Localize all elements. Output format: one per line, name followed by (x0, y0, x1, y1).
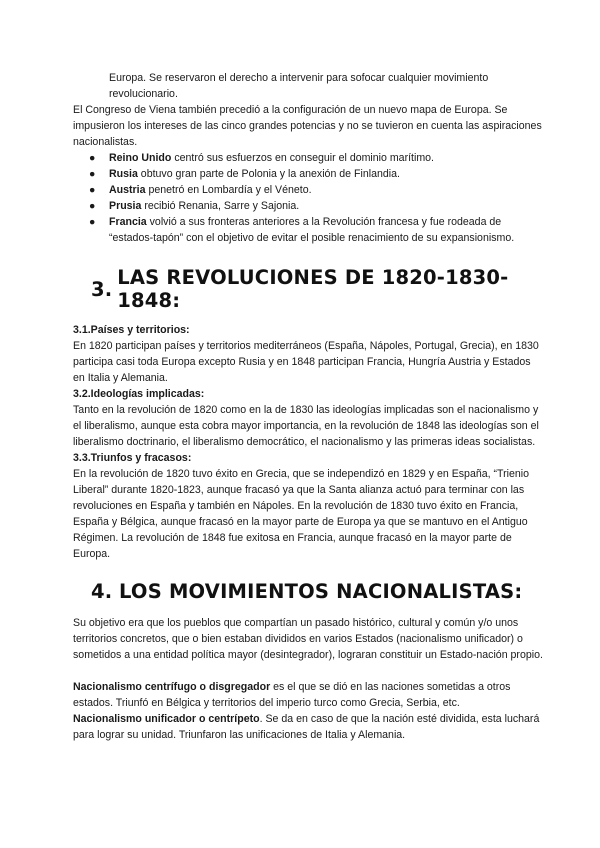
subsection-3-1-text: En 1820 participan países y territorios mediterráneos (España, Nápoles, Portugal, Grecia), en 1830 participa casi toda Europa excepto Rusia y en 1848 participan Francia, Hungría Austria y Estados en Italia y Alemania. (73, 340, 539, 384)
section-number: 4. (91, 580, 113, 603)
subsection-3-2-title: 3.2.Ideologías implicadas: (73, 388, 205, 400)
subsection-3-1-title: 3.1.Países y territorios: (73, 324, 190, 336)
powers-list (73, 150, 543, 246)
bullet-icon: ● (89, 200, 96, 212)
list-item: ● Rusia obtuvo gran parte de Polonia y la anexión de Finlandia. (89, 168, 400, 180)
subsection-3-2-text: Tanto en la revolución de 1820 como en la de 1830 las ideologías implicadas son el nacionalismo y el liberalismo, aunque esta cobra mayor importancia, en la revolución de 1848 las ideologías son el liberalismo doctrinario, el liberalismo democrático, el nacionalismo y las primeras ideas socialistas. (73, 404, 539, 448)
list-item: ● Prusia recibió Renania, Sarre y Sajonia. (89, 200, 300, 212)
bullet-icon: ● (89, 216, 96, 228)
bullet-icon: ● (89, 168, 96, 180)
subsection-3-3-title: 3.3.Triunfos y fracasos: (73, 452, 192, 464)
section-number: 3. (91, 277, 113, 301)
subsection-3-3-text: En la revolución de 1820 tuvo éxito en Grecia, que se independizó en 1829 y en España, “Trienio Liberal” durante 1820-1823, aunque fracasó ya que la Santa alianza actuó para terminar con las revoluciones en España y también en Nápoles. En la revolución de 1830 tuvo éxito en Francia, España y Bélgica, aunque fracasó en la mayor parte de Europa ya que se mantuvo en el Antiguo Régimen. La revolución de 1848 fue exitosa en Francia, aunque fracasó en la mayor parte de Europa. (73, 468, 530, 560)
unificador-paragraph: Nacionalismo unificador o centrípeto. Se da en caso de que la nación esté dividida, esta luchará para lograr su unidad. Triunfaron las unificaciones de Italia y Alemania. (73, 713, 540, 741)
section-title: LAS REVOLUCIONES DE 1820-1830-1848: (117, 266, 509, 312)
bullet-icon: ● (89, 184, 96, 196)
section-4-heading (73, 580, 543, 603)
centrifugo-paragraph: Nacionalismo centrífugo o disgregador es el que se dió en las naciones sometidas a otros estados. Triunfó en Bélgica y territorios del imperio turco como Grecia, Serbia, etc. (73, 681, 511, 709)
list-item: ● Reino Unido centró sus esfuerzos en conseguir el dominio marítimo. (89, 152, 434, 164)
list-item: ● Austria penetró en Lombardía y el Véneto. (89, 184, 312, 196)
section-4-intro: Su objetivo era que los pueblos que compartían un pasado histórico, cultural y común y/o unos territorios concretos, que o bien estaban divididos en varios Estados (nacionalismo unificador) o sometidos a una entidad política mayor (desintegrador), lograran constituir un Estado-nación propio. (73, 617, 543, 661)
document-page (73, 70, 543, 743)
bullet-icon: ● (89, 152, 96, 164)
section-3-heading (73, 266, 543, 312)
list-item: ● Francia volvió a sus fronteras anteriores a la Revolución francesa y fue rodeada de “estados-tapón” con el objetivo de evitar el posible renacimiento de su expansionismo. (89, 216, 515, 244)
section-title: LOS MOVIMIENTOS NACIONALISTAS: (119, 580, 523, 603)
intro-continuation: Europa. Se reservaron el derecho a intervenir para sofocar cualquier movimiento revolucionario. (109, 72, 489, 100)
paragraph-gap (73, 663, 543, 679)
congress-paragraph: El Congreso de Viena también precedió a la configuración de un nuevo mapa de Europa. Se impusieron los intereses de las cinco grandes potencias y no se tuvieron en cuenta las aspiraciones nacionalistas. (73, 104, 542, 148)
